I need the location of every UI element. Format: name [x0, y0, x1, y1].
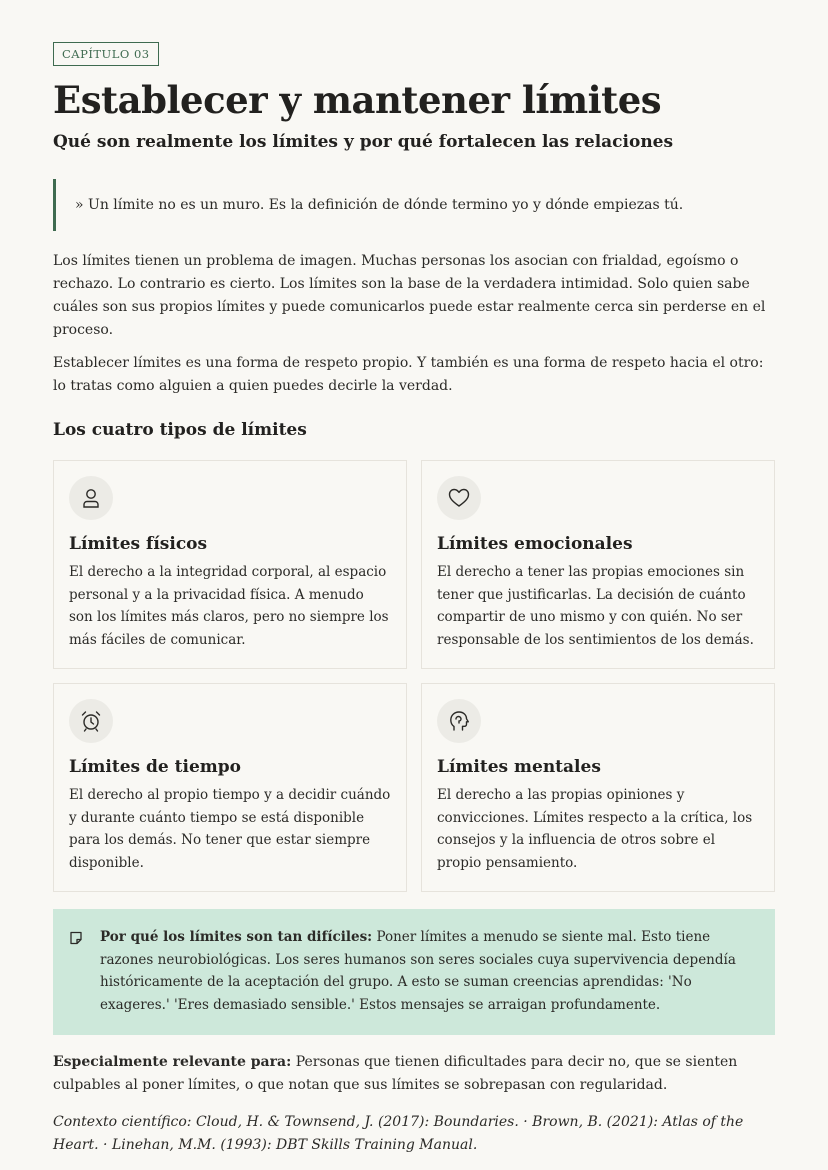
card-title: Límites de tiempo [69, 757, 241, 777]
page-title: Establecer y mantener límites [53, 78, 662, 122]
card-time-boundaries [53, 683, 407, 892]
card-physical-boundaries [53, 460, 407, 669]
relevant-for [53, 1051, 775, 1097]
card-title: Límites físicos [69, 534, 208, 554]
boundary-types-grid [53, 460, 775, 892]
callout-note [53, 909, 775, 1035]
pull-quote: » Un límite no es un muro. Es la definición de dónde termino yo y dónde empiezas tú. [53, 179, 775, 231]
card-emotional-boundaries [421, 460, 775, 669]
card-mental-boundaries [421, 683, 775, 892]
relevant-text: Personas que tienen dificultades para decir no, que se sienten culpables al poner límites, o que notan que sus límites se sobrepasan con regularidad. [53, 1054, 738, 1093]
note-icon [69, 930, 83, 953]
card-text: El derecho a las propias opiniones y convicciones. Límites respecto a la crítica, los consejos y la influencia de otros sobre el propio pensamiento. [437, 787, 753, 871]
card-title: Límites emocionales [437, 534, 633, 554]
heart-icon [437, 476, 481, 520]
callout-lead: Por qué los límites son tan difíciles: [100, 929, 373, 945]
card-text: El derecho a la integridad corporal, al espacio personal y a la privacidad física. A menudo son los límites más claros, pero no siempre los más fáciles de comunicar. [69, 564, 389, 648]
card-title: Límites mentales [437, 757, 601, 777]
alarm-clock-icon [69, 699, 113, 743]
references: Contexto científico: Cloud, H. & Townsend, J. (2017): Boundaries. · Brown, B. (2021): Atlas of the Heart. · Linehan, M.M. (1993): DBT Skills Training Manual. [53, 1114, 744, 1153]
respect-paragraph: Establecer límites es una forma de respeto propio. Y también es una forma de respeto hacia el otro: lo tratas como alguien a quien puedes decirle la verdad. [53, 355, 764, 394]
page-subtitle: Qué son realmente los límites y por qué fortalecen las relaciones [53, 132, 674, 152]
card-text: El derecho a tener las propias emociones sin tener que justificarlas. La decisión de cuánto compartir de uno mismo y con quién. No ser responsable de los sentimientos de los demás. [437, 564, 754, 648]
section-heading: Los cuatro tipos de límites [53, 420, 307, 440]
card-text: El derecho al propio tiempo y a decidir cuándo y durante cuánto tiempo se está disponible para los demás. No tener que estar siempre disponible. [69, 787, 391, 871]
callout-text: Poner límites a menudo se siente mal. Esto tiene razones neurobiológicas. Los seres humanos son seres sociales cuya supervivencia dependía históricamente de la aceptación del grupo. A esto se suman creencias aprendidas: 'No exageres.' 'Eres demasiado sensible.' Estos mensajes se arraigan profundamente. [100, 929, 736, 1013]
relevant-lead: Especialmente relevante para: [53, 1054, 292, 1070]
person-icon [69, 476, 113, 520]
head-brain-icon [437, 699, 481, 743]
chapter-label: CAPÍTULO 03 [53, 42, 159, 66]
intro-paragraph: Los límites tienen un problema de imagen. Muchas personas los asocian con frialdad, egoísmo o rechazo. Lo contrario es cierto. Los límites son la base de la verdadera intimidad. Solo quien sabe cuáles son sus propios límites y puede comunicarlos puede estar realmente cerca sin perderse en el proceso. [53, 253, 766, 338]
